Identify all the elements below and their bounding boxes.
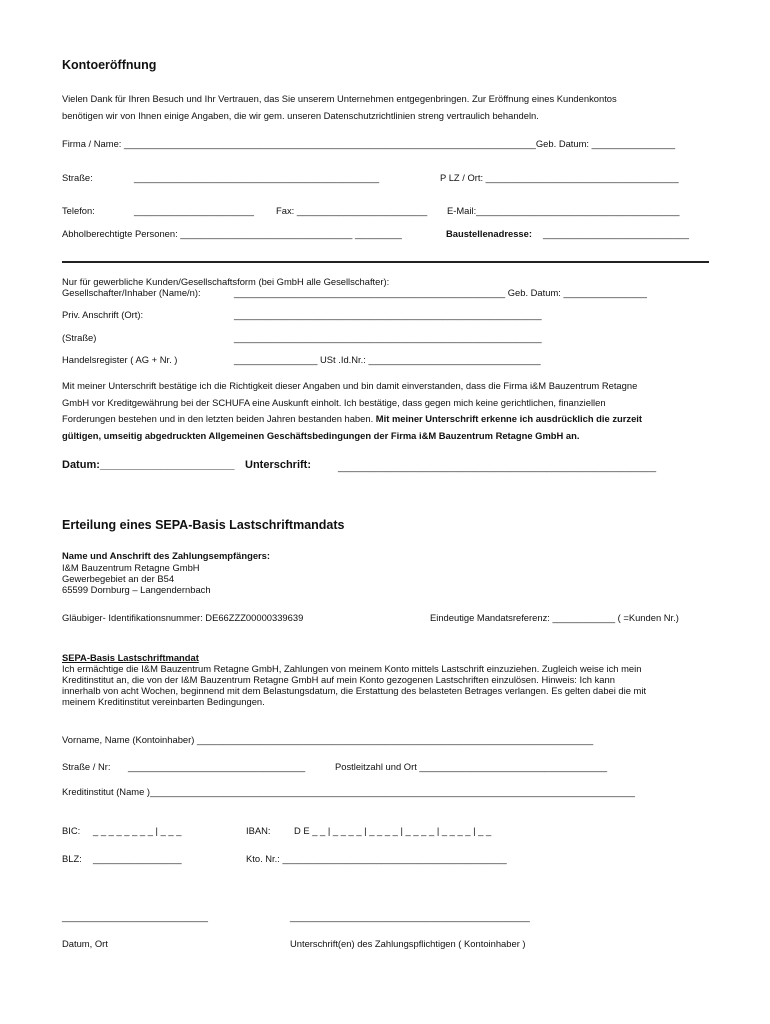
handelsregister-label: Handelsregister ( AG + Nr. ) (62, 354, 178, 365)
baustellenadresse-label: Baustellenadresse: (446, 228, 532, 239)
recipient-line-3: 65599 Dornburg – Langendernbach (62, 584, 211, 595)
gesellschafter-field[interactable]: ____________________________________________________ Geb. Datum: ________________ (234, 287, 647, 298)
firma-field[interactable]: Firma / Name: _______________________________________________________________________________Geb. Datum: ________________ (62, 138, 676, 149)
consent-line-2: GmbH vor Kreditgewährung bei der SCHUFA eine Auskunft einholt. Ich bestätige, dass gegen mich keine gerichtlichen, finanziellen (62, 397, 606, 408)
glaeubiger-id: Gläubiger- Identifikationsnummer: DE66ZZZ00000339639 (62, 612, 304, 623)
datum-field[interactable]: Datum:______________________ (62, 459, 235, 471)
recipient-line-1: I&M Bauzentrum Retagne GmbH (62, 562, 200, 573)
mandate-heading: SEPA-Basis Lastschriftmandat (62, 652, 199, 663)
zahlungspflichtiger-signature-line[interactable]: ______________________________________________ (290, 911, 530, 922)
mandate-text-3: innerhalb von acht Wochen, beginnend mit dem Belastungsdatum, die Erstattung des belasteten Betrages verlangen. Es gelten dabei die mit (62, 685, 647, 696)
blz-field[interactable]: _________________ (93, 853, 182, 864)
sepa-title: Erteilung eines SEPA-Basis Lastschriftmandats (62, 518, 345, 532)
kontoinhaber-field[interactable]: Vorname, Name (Kontoinhaber) ____________________________________________________________________________ (62, 734, 594, 745)
strasse-label: Straße: (62, 172, 93, 183)
gewerbe-note: Nur für gewerbliche Kunden/Gesellschaftsform (bei GmbH alle Gesellschafter): (62, 276, 390, 287)
mandate-text-1: Ich ermächtige die I&M Bauzentrum Retagne GmbH, Zahlungen von meinem Konto mittels Lastschrift einzuziehen. Zugleich weise ich mein (62, 663, 642, 674)
telefon-label: Telefon: (62, 205, 95, 216)
consent-line-1: Mit meiner Unterschrift bestätige ich die Richtigkeit dieser Angaben und bin damit einverstanden, dass die Firma i&M Bauzentrum Retagne (62, 380, 638, 391)
blz-label: BLZ: (62, 853, 82, 864)
baustellenadresse-field[interactable]: ____________________________ (543, 228, 689, 239)
priv-anschrift-label: Priv. Anschrift (Ort): (62, 309, 144, 320)
strasse2-label: (Straße) (62, 332, 97, 343)
datum-ort-line[interactable]: ____________________________ (62, 911, 208, 922)
strasse2-field[interactable]: ___________________________________________________________ (234, 332, 542, 343)
consent-line-3-normal: Forderungen bestehen und in den letzten beiden Jahren bestanden haben. (62, 413, 376, 424)
mandatsreferenz-field[interactable]: Eindeutige Mandatsreferenz: ____________ ( =Kunden Nr.) (430, 612, 679, 623)
strasse-field[interactable]: _______________________________________________ (134, 172, 380, 183)
telefon-field[interactable]: _______________________ (134, 205, 254, 216)
intro-line-1: Vielen Dank für Ihren Besuch und Ihr Vertrauen, das Sie unserem Unternehmen entgegenbringen. Zur Eröffnung eines Kundenkontos (62, 93, 617, 104)
kreditinstitut-field[interactable]: Kreditinstitut (Name )_____________________________________________________________________________________________ (62, 786, 635, 797)
sepa-plz-ort-field[interactable]: Postleitzahl und Ort ____________________________________ (335, 761, 608, 772)
consent-line-3-bold: Mit meiner Unterschrift erkenne ich ausdrücklich die zurzeit (375, 413, 643, 424)
sepa-strasse-field[interactable]: __________________________________ (128, 761, 306, 772)
page-title: Kontoeröffnung (62, 58, 157, 72)
recipient-heading: Name und Anschrift des Zahlungsempfängers: (62, 550, 271, 561)
gesellschafter-label: Gesellschafter/Inhaber (Name/n): (62, 287, 201, 298)
zahlungspflichtiger-label: Unterschrift(en) des Zahlungspflichtigen ( Kontoinhaber ) (290, 938, 526, 949)
fax-field[interactable]: Fax: _________________________ (276, 205, 428, 216)
consent-line-4: gültigen, umseitig abgedruckten Allgemeinen Geschäftsbedingungen der Firma i&M Bauzentrum Retagne GmbH an. (62, 430, 580, 441)
bic-label: BIC: (62, 825, 81, 836)
recipient-line-2: Gewerbegebiet an der B54 (62, 573, 175, 584)
unterschrift-line[interactable]: _____________________________________________________________ (338, 461, 657, 472)
kto-nr-field[interactable]: Kto. Nr.: ___________________________________________ (246, 853, 507, 864)
iban-label: IBAN: (246, 825, 271, 836)
handelsregister-field[interactable]: ________________ USt .Id.Nr.: _________________________________ (234, 354, 541, 365)
abholberechtigte-field[interactable]: Abholberechtigte Personen: _________________________________ _________ (62, 228, 402, 239)
section-divider (62, 261, 709, 263)
unterschrift-label: Unterschrift: (245, 459, 312, 471)
mandate-text-4: meinem Kreditinstitut vereinbarten Bedingungen. (62, 696, 265, 707)
intro-line-2: benötigen wir von Ihnen einige Angaben, die wir gem. unseren Datenschutzrichtlinien streng vertraulich behandeln. (62, 110, 539, 121)
priv-anschrift-field[interactable]: ___________________________________________________________ (234, 309, 542, 320)
iban-field[interactable]: D E _ _ | _ _ _ _ | _ _ _ _ | _ _ _ _ | _ _ _ _ | _ _ (294, 825, 492, 836)
consent-line-3 (62, 413, 642, 425)
email-field[interactable]: E-Mail:_______________________________________ (447, 205, 680, 216)
datum-ort-label: Datum, Ort (62, 938, 108, 949)
bic-field[interactable]: _ _ _ _ _ _ _ _ | _ _ _ (93, 825, 182, 836)
mandate-text-2: Kreditinstitut an, die von der I&M Bauzentrum Retagne GmbH auf mein Konto gezogenen Lastschriften einzulösen. Hinweis: Ich kann (62, 674, 615, 685)
sepa-strasse-label: Straße / Nr: (62, 761, 111, 772)
plz-ort-field[interactable]: P LZ / Ort: _____________________________________ (440, 172, 679, 183)
